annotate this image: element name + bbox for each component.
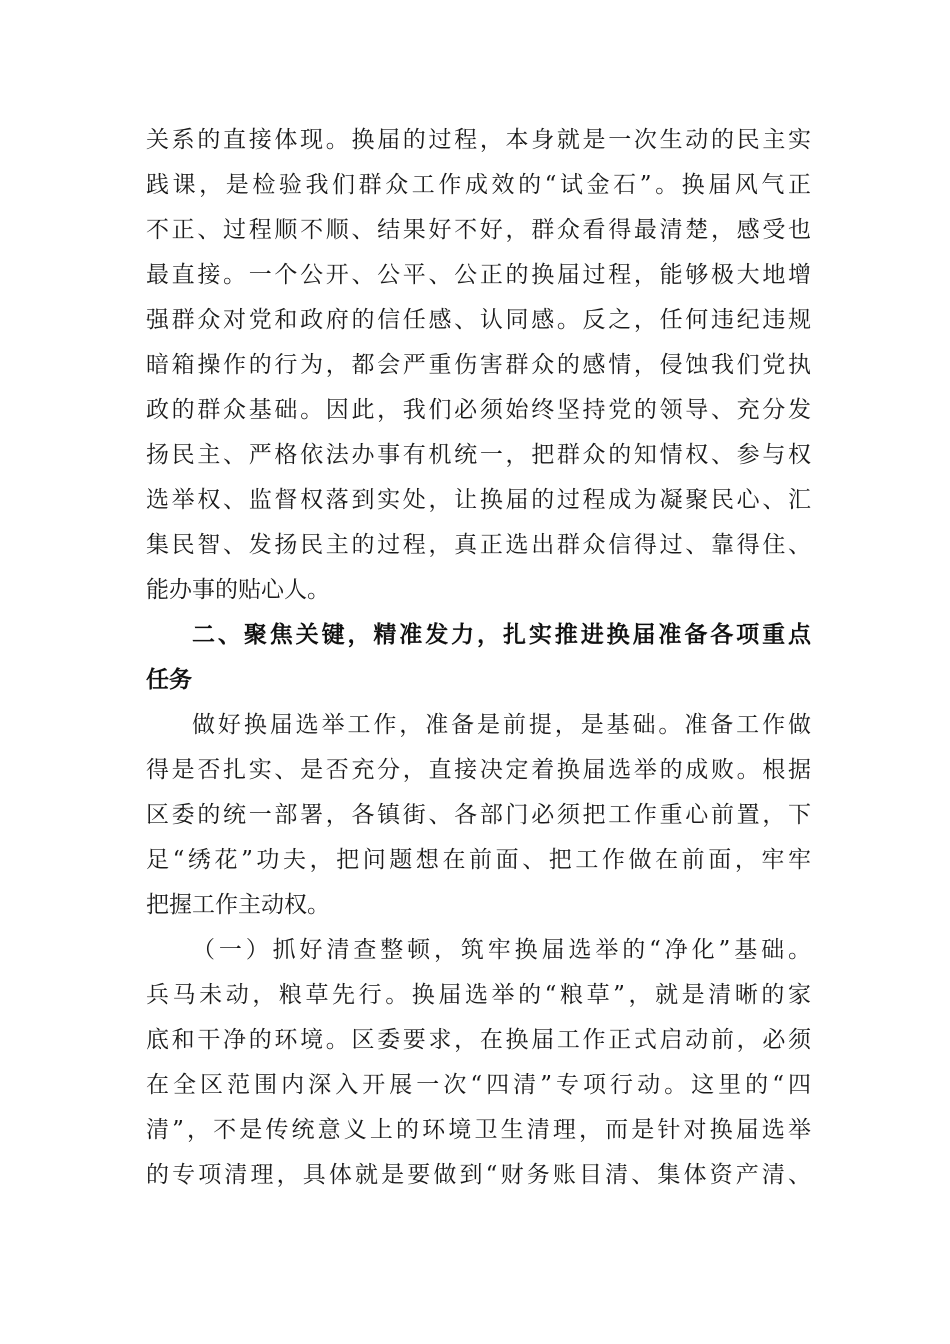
text-line: 足“绣花”功夫，把问题想在前面、把工作做在前面，牢牢 <box>146 847 811 873</box>
text-line: 不正、过程顺不顺、结果好不好，群众看得最清楚，感受也 <box>146 217 811 243</box>
text-line: 集民智、发扬民主的过程，真正选出群众信得过、靠得住、 <box>146 532 811 558</box>
text-line: 选举权、监督权落到实处，让换届的过程成为凝聚民心、汇 <box>146 487 811 513</box>
text-line: 底和干净的环境。区委要求，在换届工作正式启动前，必须 <box>146 1027 811 1053</box>
text-line: 践课，是检验我们群众工作成效的“试金石”。换届风气正 <box>146 172 811 198</box>
text-line: 扬民主、严格依法办事有机统一，把群众的知情权、参与权 <box>146 442 811 468</box>
text-line: 把握工作主动权。 <box>146 892 330 918</box>
text-line: 强群众对党和政府的信任感、认同感。反之，任何违纪违规 <box>146 307 811 333</box>
heading-line: 二、聚焦关键，精准发力，扎实推进换届准备各项重点 <box>192 622 811 648</box>
text-line: 清”，不是传统意义上的环境卫生清理，而是针对换届选举 <box>146 1117 811 1143</box>
text-line: 得是否扎实、是否充分，直接决定着换届选举的成败。根据 <box>146 757 811 783</box>
text-line: 暗箱操作的行为，都会严重伤害群众的感情，侵蚀我们党执 <box>146 352 811 378</box>
heading-line: 任务 <box>146 667 192 693</box>
text-line: 关系的直接体现。换届的过程，本身就是一次生动的民主实 <box>146 127 811 153</box>
text-line: 能办事的贴心人。 <box>146 577 330 603</box>
text-line: 最直接。一个公开、公平、公正的换届过程，能够极大地增 <box>146 262 811 288</box>
text-line: 做好换届选举工作，准备是前提，是基础。准备工作做 <box>192 712 811 738</box>
subsection-title-line: （一）抓好清查整顿，筑牢换届选举的“净化”基础。 <box>192 937 811 963</box>
text-line: 的专项清理，具体就是要做到“财务账目清、集体资产清、 <box>146 1162 811 1188</box>
text-line: 政的群众基础。因此，我们必须始终坚持党的领导、充分发 <box>146 397 811 423</box>
text-line: 在全区范围内深入开展一次“四清”专项行动。这里的“四 <box>146 1072 811 1098</box>
text-line: 兵马未动，粮草先行。换届选举的“粮草”，就是清晰的家 <box>146 982 811 1008</box>
text-line: 区委的统一部署，各镇街、各部门必须把工作重心前置，下 <box>146 802 811 828</box>
